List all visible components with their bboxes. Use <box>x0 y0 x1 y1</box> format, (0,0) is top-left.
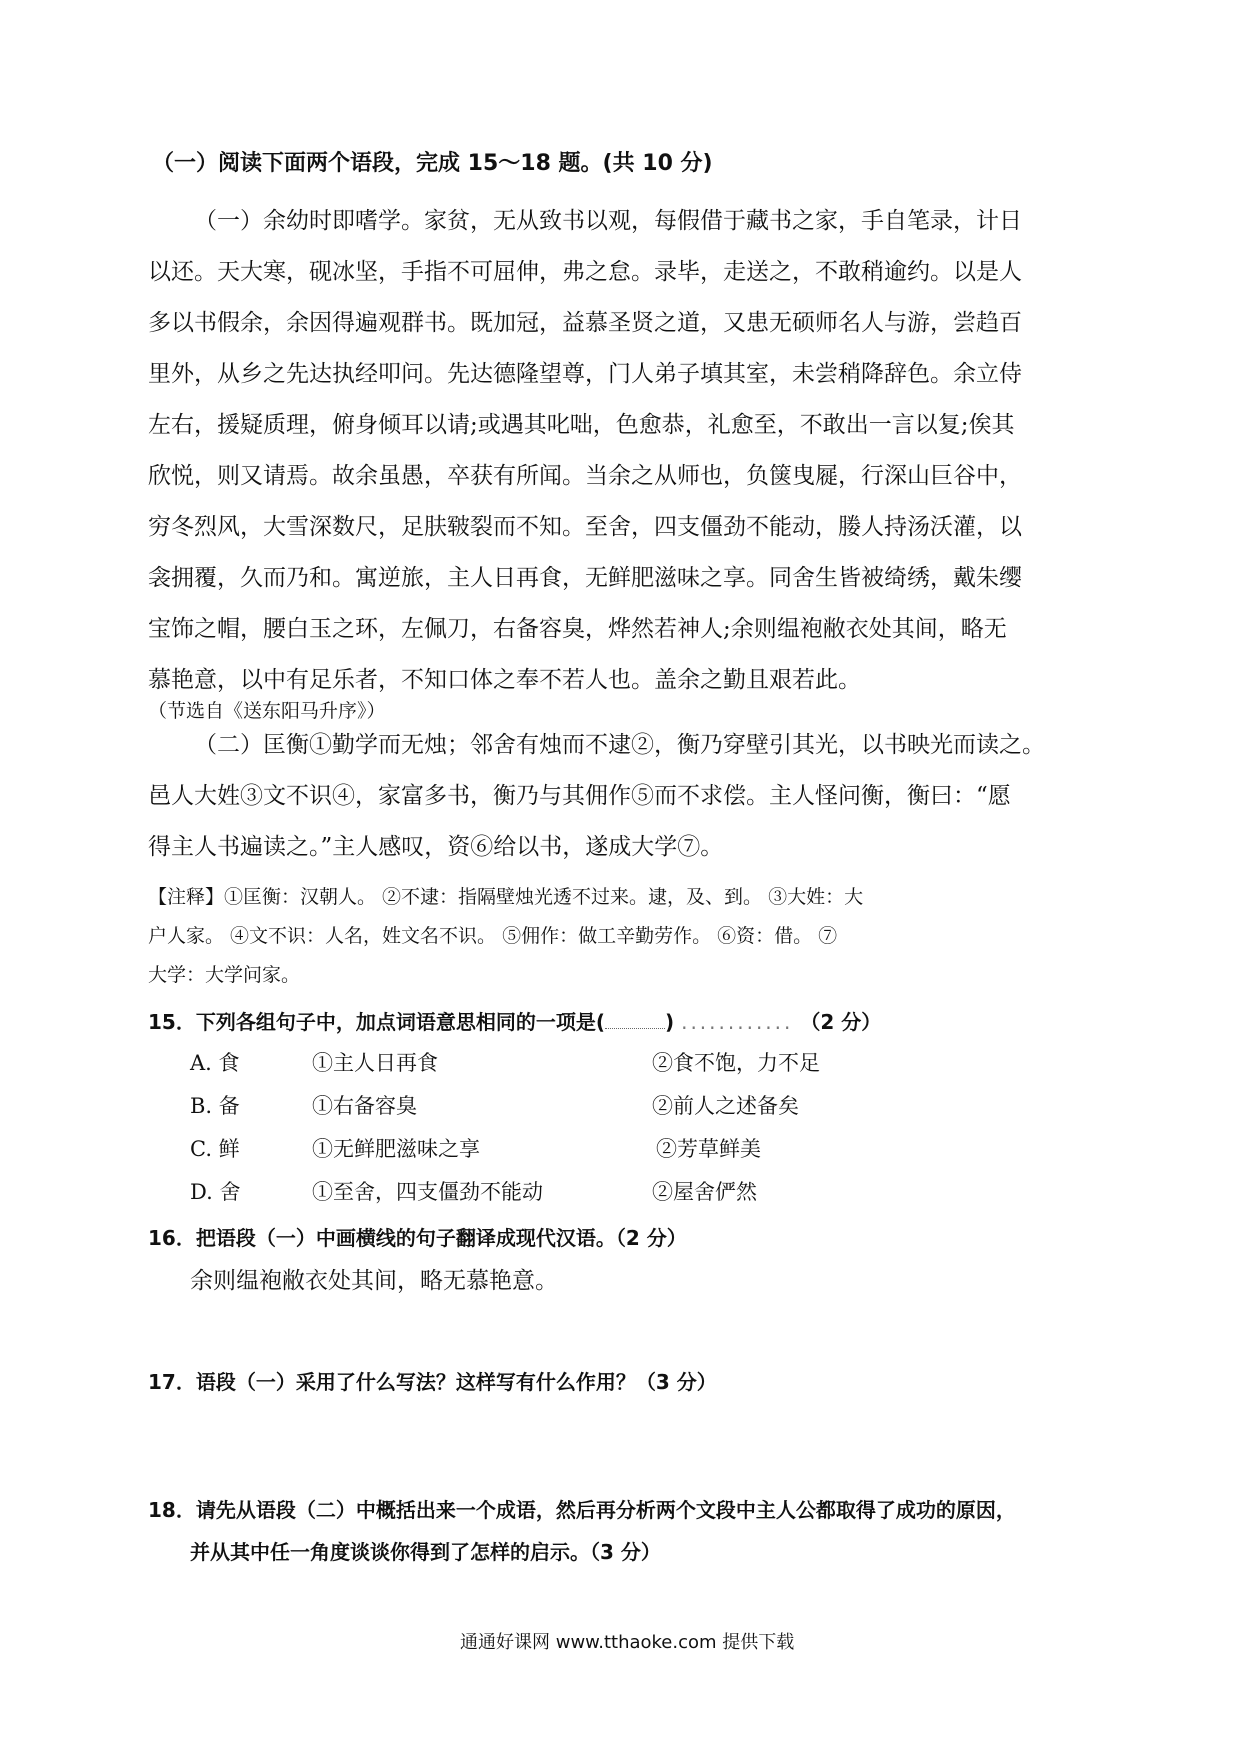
passage-one-line: 宝饰之帽，腰白玉之环，左佩刀，右备容臭，烨然若神人;余则缊袍敝衣处其间，略无 <box>148 616 1007 642</box>
passage-one-line: 以还。天大寒，砚冰坚，手指不可屈伸，弗之怠。录毕，走送之，不敢稍逾约。以是人 <box>148 259 1022 285</box>
note-line: 【注释】①匡衡：汉朝人。 ②不逮：指隔壁烛光透不过来。逮，及、到。 ③大姓：大 <box>148 886 864 908</box>
option-b-sentence-1: ①右备容臭 <box>312 1094 417 1118</box>
passage-two <box>148 720 1098 873</box>
question-15-close: ) <box>664 1010 675 1034</box>
option-d-sentence-1: ①至舍，四支僵劲不能动 <box>312 1180 543 1204</box>
question-16-sentence: 余则缊袍敝衣处其间，略无慕艳意。 <box>190 1268 558 1294</box>
section-title: （一）阅读下面两个语段，完成 15～18 题。(共 10 分) <box>152 151 713 176</box>
passage-two-line: 邑人大姓③文不识④，家富多书，衡乃与其佣作⑤而不求偿。主人怪问衡，衡曰：“愿 <box>148 783 1011 809</box>
option-b-sentence-2: ②前人之述备矣 <box>652 1094 799 1118</box>
option-a-sentence-2: ②食不饱，力不足 <box>652 1051 820 1075</box>
passage-one-line: 穷冬烈风，大雪深数尺，足肤皲裂而不知。至舍，四支僵劲不能动，媵人持汤沃灌，以 <box>148 514 1022 540</box>
question-15 <box>148 1006 881 1035</box>
passage-one-line: 欣悦，则又请焉。故余虽愚，卒获有所闻。当余之从师也，负箧曳屣，行深山巨谷中， <box>148 463 1022 489</box>
passage-one-line: 衾拥覆，久而乃和。寓逆旅，主人日再食，无鲜肥滋味之享。同舍生皆被绮绣，戴朱缨 <box>148 565 1022 591</box>
passage-one-line: 多以书假余，余因得遍观群书。既加冠，益慕圣贤之道，又患无硕师名人与游，尝趋百 <box>148 310 1022 336</box>
passage-source: （节选自《送东阳马升序》） <box>148 700 386 722</box>
passage-two-line: （二）匡衡①勤学而无烛；邻舍有烛而不逮②，衡乃穿壁引其光，以书映光而读之。 <box>194 732 1045 758</box>
question-16: 16．把语段（一）中画横线的句子翻译成现代汉语。（2 分） <box>148 1226 687 1250</box>
option-d-label: D. 舍 <box>190 1180 241 1204</box>
passage-one <box>148 196 1098 706</box>
option-c-label: C. 鲜 <box>190 1137 240 1161</box>
footer-watermark: 通通好课网 www.tthaoke.com 提供下载 <box>460 1632 795 1653</box>
passage-one-line: 慕艳意，以中有足乐者，不知口体之奉不若人也。盖余之勤且艰若此。 <box>148 667 861 693</box>
annotation-notes <box>148 878 1098 995</box>
passage-one-line: （一）余幼时即嗜学。家贫，无从致书以观，每假借于藏书之家，手自笔录，计日 <box>194 208 1022 234</box>
answer-blank[interactable] <box>605 1028 665 1029</box>
option-d-sentence-2: ②屋舍俨然 <box>652 1180 757 1204</box>
passage-one-line: 左右，援疑质理，俯身倾耳以请;或遇其叱咄，色愈恭，礼愈至，不敢出一言以复;俟其 <box>148 412 1015 438</box>
passage-two-line: 得主人书遍读之。”主人感叹，资⑥给以书，遂成大学⑦。 <box>148 834 724 860</box>
question-15-score: （2 分） <box>800 1010 882 1034</box>
question-17: 17．语段（一）采用了什么写法？这样写有什么作用？（3 分） <box>148 1370 717 1394</box>
note-line: 大学：大学问家。 <box>148 964 301 986</box>
option-c-sentence-1: ①无鲜肥滋味之享 <box>312 1137 480 1161</box>
dot-leader: ............ <box>681 1010 794 1034</box>
option-b-label: B. 备 <box>190 1094 240 1118</box>
note-line: 户人家。 ④文不识：人名，姓文名不识。 ⑤佣作：做工辛勤劳作。 ⑥资：借。 ⑦ <box>148 925 838 947</box>
option-a-sentence-1: ①主人日再食 <box>312 1051 438 1075</box>
passage-one-line: 里外，从乡之先达执经叩问。先达德隆望尊，门人弟子填其室，未尝稍降辞色。余立侍 <box>148 361 1022 387</box>
question-18-line-2: 并从其中任一角度谈谈你得到了怎样的启示。（3 分） <box>190 1540 661 1564</box>
option-c-sentence-2: ②芳草鲜美 <box>656 1137 761 1161</box>
question-18-line-1: 18．请先从语段（二）中概括出来一个成语，然后再分析两个文段中主人公都取得了成功的原因， <box>148 1498 1016 1522</box>
question-15-stem: 15．下列各组句子中，加点词语意思相同的一项是( <box>148 1010 605 1034</box>
option-a-label: A. 食 <box>190 1051 240 1075</box>
